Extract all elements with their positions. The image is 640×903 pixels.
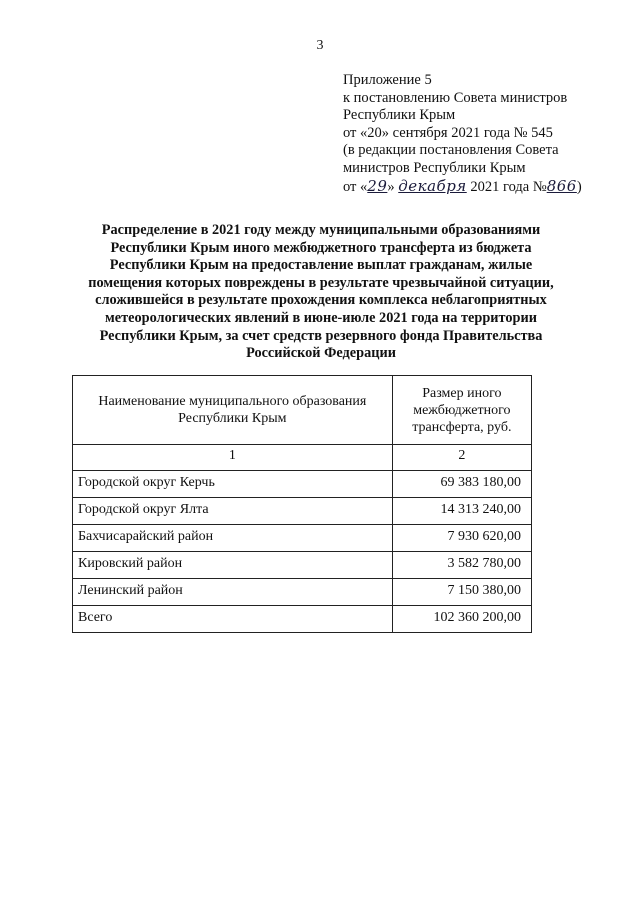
amendment-date-prefix: от « (343, 178, 368, 195)
amendment-year: 2021 года № (466, 178, 547, 195)
municipality-name: Городской округ Керчь (73, 471, 393, 498)
table-row (73, 525, 532, 552)
header-amount: Размер иного межбюджетного трансферта, руб. (392, 376, 531, 445)
transfer-amount: 14 313 240,00 (392, 498, 531, 525)
municipality-name: Бахчисарайский район (73, 525, 393, 552)
total-row (73, 606, 532, 633)
appendix-line-6: министров Республики Крым (343, 159, 526, 176)
column-number-1: 1 (73, 445, 393, 471)
header-municipality: Наименование муниципального образования Республики Крым (73, 376, 393, 445)
appendix-line-2: к постановлению Совета министров (343, 89, 568, 106)
transfer-amount: 69 383 180,00 (392, 471, 531, 498)
handwritten-month: декабря (398, 176, 467, 195)
amendment-suffix: ) (576, 178, 582, 195)
municipality-name: Кировский район (73, 552, 393, 579)
column-number-2: 2 (392, 445, 531, 471)
municipality-name: Ленинский район (73, 579, 393, 606)
transfer-amount: 3 582 780,00 (392, 552, 531, 579)
total-amount: 102 360 200,00 (392, 606, 531, 633)
distribution-table (72, 375, 532, 633)
page-number: 3 (316, 38, 324, 53)
appendix-block (343, 72, 623, 196)
table-row (73, 498, 532, 525)
table-row (73, 471, 532, 498)
transfer-amount: 7 150 380,00 (392, 579, 531, 606)
handwritten-number: 866 (546, 176, 577, 195)
table-row (73, 579, 532, 606)
appendix-line-3: Республики Крым (343, 107, 456, 124)
appendix-line-7 (343, 178, 623, 197)
table-row (73, 552, 532, 579)
amendment-date-mid: » (387, 178, 399, 195)
total-label: Всего (73, 606, 393, 633)
transfer-amount: 7 930 620,00 (392, 525, 531, 552)
appendix-line-4: от «20» сентября 2021 года № 545 (343, 124, 553, 141)
document-title: Распределение в 2021 году между муниципальными образованиями Республики Крым иного межбюджетного трансферта из бюджета Республики Крым на предоставление выплат гражданам, жилые помещения которых повреждены в результате чрезвычайной ситуации, сложившейся в результате прохождения комплекса неблагоприятных метеорологических явлений в июне-июле 2021 года на территории Республики Крым, за счет средств резервного фонда Правительства Российской Федерации (88, 222, 554, 362)
appendix-line-5: (в редакции постановления Совета (343, 142, 559, 159)
municipality-name: Городской округ Ялта (73, 498, 393, 525)
table-header-row (73, 376, 532, 445)
column-number-row (73, 445, 532, 471)
handwritten-day: 29 (367, 176, 388, 195)
appendix-line-1: Приложение 5 (343, 72, 432, 88)
